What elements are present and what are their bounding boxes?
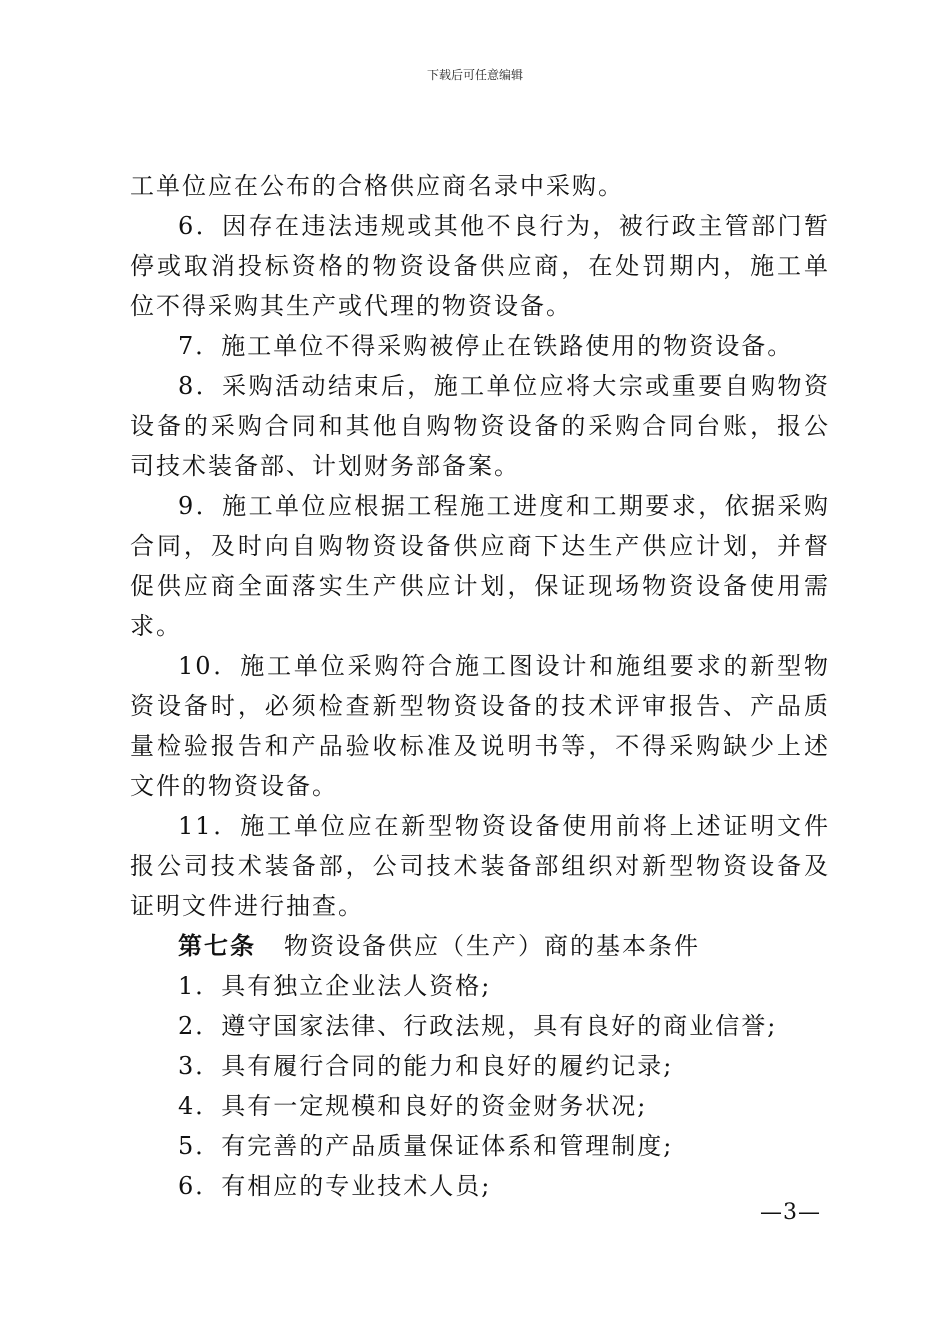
article-7-item-3: 3．具有履行合同的能力和良好的履约记录; [178, 1052, 674, 1080]
paragraph-9: 9．施工单位应根据工程施工进度和工期要求，依据采购合同，及时向自购物资设备供应商下达生产供应计划，并督促供应商全面落实生产供应计划，保证现场物资设备使用需求。 [130, 492, 830, 640]
article-7-label: 第七条 [178, 931, 256, 960]
article-7-title: 物资设备供应（生产）商的基本条件 [284, 932, 700, 960]
page-number: —3— [760, 1200, 821, 1225]
paragraph-8: 8．采购活动结束后，施工单位应将大宗或重要自购物资设备的采购合同和其他自购物资设备的采购合同台账，报公司技术装备部、计划财务部备案。 [130, 372, 830, 480]
page-header-note: 下载后可任意编辑 [426, 68, 523, 82]
paragraph-7: 7．施工单位不得采购被停止在铁路使用的物资设备。 [178, 332, 794, 360]
document-body [130, 166, 830, 1206]
article-7-item-6: 6．有相应的专业技术人员; [178, 1172, 492, 1200]
article-7-item-1: 1．具有独立企业法人资格; [178, 972, 492, 1000]
paragraph-6: 6．因存在违法违规或其他不良行为，被行政主管部门暂停或取消投标资格的物资设备供应商，在处罚期内，施工单位不得采购其生产或代理的物资设备。 [130, 212, 830, 320]
article-7-item-4: 4．具有一定规模和良好的资金财务状况; [178, 1092, 648, 1120]
article-7-item-2: 2．遵守国家法律、行政法规，具有良好的商业信誉; [178, 1012, 778, 1040]
article-7-heading [130, 926, 830, 966]
article-7-item-5: 5．有完善的产品质量保证体系和管理制度; [178, 1132, 674, 1160]
paragraph-10: 10．施工单位采购符合施工图设计和施组要求的新型物资设备时，必须检查新型物资设备的技术评审报告、产品质量检验报告和产品验收标准及说明书等，不得采购缺少上述文件的物资设备。 [130, 652, 830, 800]
paragraph-11: 11．施工单位应在新型物资设备使用前将上述证明文件报公司技术装备部，公司技术装备部组织对新型物资设备及证明文件进行抽查。 [130, 812, 830, 920]
paragraph-continued: 工单位应在公布的合格供应商名录中采购。 [130, 172, 624, 200]
